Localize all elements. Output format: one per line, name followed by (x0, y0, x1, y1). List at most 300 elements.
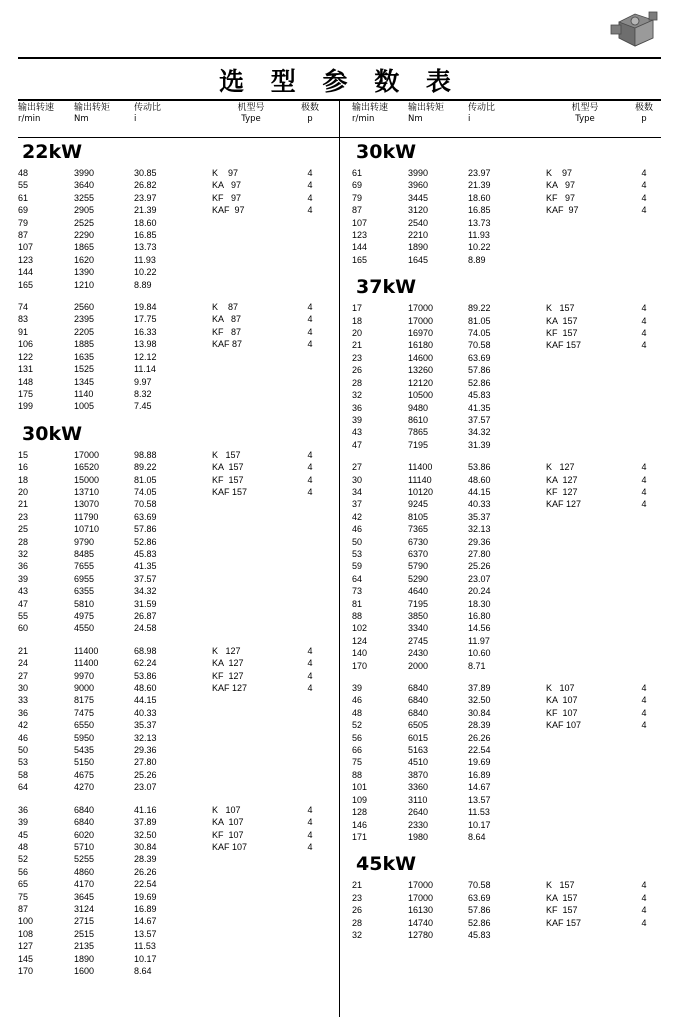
table-row (18, 965, 330, 977)
cell-ratio: 16.89 (468, 769, 491, 780)
cell-type: KA 127 (546, 474, 578, 485)
cell-poles (290, 229, 330, 241)
cell-ratio: 35.37 (468, 511, 491, 522)
cell-output-speed: 102 (352, 623, 368, 634)
cell-type (212, 756, 290, 768)
table-row (18, 694, 330, 706)
cell-type: K 157 (212, 449, 241, 460)
cell-type: KF 157 (546, 328, 578, 339)
cell-output-torque: 11400 (74, 658, 99, 669)
cell-ratio: 8.89 (134, 279, 152, 290)
cell-ratio: 41.35 (468, 402, 491, 413)
cell-output-torque: 14600 (408, 352, 434, 363)
cell-output-torque: 2715 (74, 916, 95, 927)
cell-ratio: 23.97 (134, 192, 157, 203)
cell-output-speed: 66 (352, 745, 363, 756)
cell-poles: 4 (307, 449, 313, 460)
cell-type: KF 127 (212, 670, 244, 681)
header-type-cn: 机型号 (237, 103, 265, 113)
table-row (352, 179, 664, 191)
cell-type (546, 769, 624, 781)
cell-ratio: 37.57 (468, 414, 491, 425)
cell-ratio: 68.98 (134, 645, 157, 656)
cell-ratio: 34.32 (134, 586, 157, 597)
cell-output-torque: 2430 (408, 648, 429, 659)
cell-type: KF 97 (212, 192, 242, 203)
cell-output-speed: 69 (18, 205, 29, 216)
header-poles-en: p (307, 114, 313, 124)
cell-poles (624, 439, 664, 451)
cell-type (212, 279, 290, 291)
cell-poles (290, 548, 330, 560)
cell-poles: 4 (641, 880, 647, 891)
cell-poles (290, 536, 330, 548)
table-row (18, 326, 330, 338)
cell-ratio: 37.57 (134, 573, 157, 584)
cell-type (546, 217, 624, 229)
cell-type: KA 157 (546, 315, 578, 326)
cell-type (212, 400, 290, 412)
cell-type (212, 266, 290, 278)
cell-ratio: 28.39 (468, 720, 491, 731)
cell-type: KA 97 (546, 180, 576, 191)
table-row (352, 819, 664, 831)
cell-type (546, 426, 624, 438)
cell-type: KAF 157 (546, 917, 582, 928)
cell-output-speed: 175 (18, 388, 34, 399)
cell-output-torque: 5163 (408, 745, 429, 756)
cell-type (212, 878, 290, 890)
cell-ratio: 37.89 (134, 817, 157, 828)
table-row (352, 241, 664, 253)
table-row (352, 389, 664, 401)
cell-ratio: 10.22 (134, 267, 157, 278)
cell-output-torque: 4860 (74, 866, 95, 877)
cell-output-speed: 88 (352, 769, 363, 780)
cell-poles (624, 756, 664, 768)
cell-poles (624, 229, 664, 241)
cell-output-torque: 16970 (408, 328, 434, 339)
cell-output-speed: 106 (18, 339, 34, 350)
header-ratio (134, 103, 212, 137)
cell-output-torque: 9000 (74, 683, 95, 694)
header-ratio-unit: i (134, 114, 137, 124)
cell-type (212, 965, 290, 977)
cell-output-speed: 56 (352, 732, 363, 743)
cell-ratio: 10.17 (134, 953, 157, 964)
table-row (18, 682, 330, 694)
cell-output-torque: 3445 (408, 192, 429, 203)
cell-output-speed: 122 (18, 351, 34, 362)
table-row (352, 707, 664, 719)
cell-ratio: 13.73 (134, 242, 157, 253)
cell-type (546, 781, 624, 793)
cell-ratio: 8.89 (468, 254, 486, 265)
cell-ratio: 29.36 (134, 745, 157, 756)
cell-type (546, 511, 624, 523)
table-row (18, 853, 330, 865)
cell-output-torque: 1005 (74, 401, 95, 412)
table-row (18, 670, 330, 682)
cell-ratio: 41.16 (134, 804, 157, 815)
cell-poles: 4 (641, 720, 647, 731)
table-row (352, 781, 664, 793)
cell-output-torque: 15000 (74, 474, 100, 485)
cell-output-torque: 17000 (408, 892, 434, 903)
cell-poles (290, 928, 330, 940)
cell-type (546, 389, 624, 401)
cell-type (546, 819, 624, 831)
table-row (18, 167, 330, 179)
cell-output-speed: 28 (352, 377, 363, 388)
spec-table (18, 301, 330, 413)
table-row (18, 657, 330, 669)
cell-poles (290, 915, 330, 927)
table-row (352, 402, 664, 414)
cell-ratio: 26.26 (468, 732, 491, 743)
table-row (18, 474, 330, 486)
cell-poles: 4 (641, 707, 647, 718)
cell-poles: 4 (641, 486, 647, 497)
cell-output-torque: 6840 (408, 683, 429, 694)
cell-output-torque: 10500 (408, 390, 434, 401)
cell-ratio: 52.86 (468, 377, 491, 388)
cell-output-torque: 2515 (74, 928, 95, 939)
cell-output-speed: 48 (352, 707, 363, 718)
cell-poles (290, 266, 330, 278)
cell-output-torque: 4550 (74, 623, 95, 634)
cell-output-torque: 3340 (408, 623, 429, 634)
cell-output-torque: 3645 (74, 891, 95, 902)
cell-poles (624, 573, 664, 585)
cell-poles: 4 (307, 841, 313, 852)
table-row (352, 439, 664, 451)
table-row (352, 660, 664, 672)
cell-output-torque: 6370 (408, 548, 429, 559)
cell-output-speed: 21 (352, 340, 363, 351)
table-row (18, 486, 330, 498)
cell-output-speed: 79 (352, 192, 363, 203)
cell-output-torque: 8610 (408, 414, 429, 425)
cell-ratio: 8.32 (134, 388, 152, 399)
cell-output-torque: 1635 (74, 351, 95, 362)
cell-output-speed: 73 (352, 586, 363, 597)
cell-output-speed: 53 (18, 757, 29, 768)
table-row (18, 400, 330, 412)
cell-poles (624, 523, 664, 535)
cell-ratio: 18.60 (468, 192, 491, 203)
cell-output-speed: 145 (18, 953, 34, 964)
cell-output-torque: 2905 (74, 205, 95, 216)
cell-type (212, 707, 290, 719)
cell-output-speed: 65 (18, 879, 29, 890)
cell-output-torque: 1390 (74, 267, 95, 278)
cell-type (212, 548, 290, 560)
cell-type (212, 953, 290, 965)
table-row (352, 573, 664, 585)
table-row (352, 806, 664, 818)
cell-ratio: 16.80 (468, 611, 491, 621)
block-gap (18, 635, 330, 645)
cell-type: KAF 127 (212, 683, 248, 694)
cell-output-torque: 4640 (408, 586, 429, 597)
cell-poles (624, 744, 664, 756)
cell-ratio: 45.83 (134, 548, 157, 559)
cell-poles (624, 585, 664, 597)
cell-output-torque: 9970 (74, 670, 95, 681)
cell-type (546, 635, 624, 647)
table-row (352, 635, 664, 647)
table-row (352, 732, 664, 744)
cell-output-speed: 74 (18, 302, 29, 313)
cell-type: KF 107 (212, 829, 244, 840)
cell-ratio: 11.93 (468, 230, 490, 241)
cell-output-torque: 1525 (74, 364, 95, 375)
header-poles-cn: 极数 (300, 103, 319, 113)
header-output-torque-cn: 输出转矩 (74, 103, 111, 113)
cell-output-speed: 18 (18, 474, 29, 485)
cell-poles: 4 (307, 302, 313, 313)
cell-output-torque: 3960 (408, 180, 429, 191)
cell-ratio: 26.82 (134, 180, 157, 191)
cell-ratio: 45.83 (468, 929, 491, 940)
table-row (18, 449, 330, 461)
cell-output-torque: 2290 (74, 230, 95, 241)
cell-output-torque: 7655 (74, 561, 95, 572)
cell-output-speed: 69 (352, 180, 363, 191)
spec-table (18, 167, 330, 291)
cell-poles: 4 (307, 180, 313, 191)
cell-output-torque: 5255 (74, 854, 95, 865)
table-row (352, 548, 664, 560)
table-row (18, 192, 330, 204)
cell-output-speed: 42 (18, 720, 29, 731)
cell-output-speed: 87 (18, 230, 29, 241)
cell-output-torque: 5150 (74, 757, 95, 768)
cell-poles: 4 (307, 339, 313, 350)
spec-table (352, 461, 664, 672)
cell-ratio: 22.54 (468, 745, 491, 756)
cell-ratio: 30.84 (134, 841, 157, 852)
cell-output-torque: 9480 (408, 402, 429, 413)
left-sections (18, 141, 330, 977)
cell-type (546, 377, 624, 389)
cell-output-speed: 39 (352, 414, 363, 425)
cell-output-speed: 144 (352, 242, 368, 253)
cell-output-torque: 6020 (74, 829, 95, 840)
cell-output-speed: 107 (18, 242, 34, 253)
cell-output-speed: 61 (18, 192, 29, 203)
cell-output-speed: 50 (352, 536, 363, 547)
cell-output-speed: 17 (352, 303, 363, 314)
cell-output-torque: 2330 (408, 819, 429, 830)
cell-type: KAF 127 (546, 499, 582, 510)
header-output-torque (74, 103, 134, 137)
table-row (18, 498, 330, 510)
table-row (18, 829, 330, 841)
table-row (18, 891, 330, 903)
cell-output-torque: 2000 (408, 660, 429, 671)
cell-ratio: 70.58 (468, 340, 491, 351)
cell-output-speed: 25 (18, 524, 29, 535)
table-row (18, 254, 330, 266)
cell-type: KAF 97 (546, 205, 579, 216)
cell-poles (624, 647, 664, 659)
cell-type (546, 756, 624, 768)
header-poles (290, 103, 330, 137)
cell-poles: 4 (307, 205, 313, 216)
cell-output-torque: 2560 (74, 302, 95, 313)
table-row (352, 598, 664, 610)
table-row (352, 302, 664, 314)
cell-type (546, 610, 624, 622)
cell-poles (624, 831, 664, 843)
cell-ratio: 48.60 (134, 683, 157, 694)
cell-output-torque: 17000 (408, 315, 434, 326)
cell-ratio: 89.22 (468, 303, 491, 314)
cell-output-speed: 30 (18, 683, 29, 694)
spec-table (18, 449, 330, 635)
cell-poles (290, 241, 330, 253)
cell-type (546, 402, 624, 414)
cell-output-torque: 7195 (408, 598, 429, 609)
cell-output-speed: 87 (18, 903, 29, 914)
header-type-cn: 机型号 (571, 103, 599, 113)
cell-ratio: 14.56 (468, 623, 491, 634)
cell-output-speed: 43 (352, 427, 363, 438)
cell-type (212, 694, 290, 706)
table-row (352, 831, 664, 843)
table-row (18, 179, 330, 191)
cell-output-torque: 16130 (408, 905, 434, 916)
cell-ratio: 21.39 (134, 205, 157, 216)
cell-type: K 157 (546, 303, 575, 314)
header-ratio (468, 103, 546, 137)
cell-poles (290, 560, 330, 572)
cell-output-speed: 140 (352, 648, 368, 659)
cell-output-torque: 3110 (408, 794, 428, 805)
table-row (352, 167, 664, 179)
cell-ratio: 32.50 (134, 829, 157, 840)
cell-ratio: 11.93 (134, 254, 156, 265)
cell-type (212, 229, 290, 241)
table-row (18, 241, 330, 253)
cell-output-torque: 1980 (408, 831, 429, 842)
cell-ratio: 52.86 (468, 917, 491, 928)
cell-type: KA 87 (212, 314, 242, 325)
table-row (18, 719, 330, 731)
cell-poles (290, 732, 330, 744)
cell-poles (290, 756, 330, 768)
table-row (352, 536, 664, 548)
cell-output-torque: 2395 (74, 314, 95, 325)
cell-output-torque: 7475 (74, 707, 95, 718)
table-row (18, 866, 330, 878)
cell-output-torque: 5710 (74, 841, 95, 852)
cell-ratio: 81.05 (134, 474, 157, 485)
header-output-torque-unit: Nm (74, 114, 89, 124)
header-output-speed (18, 103, 74, 137)
cell-type: KAF 107 (212, 841, 248, 852)
cell-poles: 4 (307, 192, 313, 203)
cell-poles (290, 498, 330, 510)
table-row (352, 486, 664, 498)
cell-output-torque: 6550 (74, 720, 95, 731)
cell-output-torque: 12120 (408, 377, 434, 388)
cell-ratio: 48.60 (468, 474, 491, 485)
cell-poles (290, 866, 330, 878)
cell-poles (624, 929, 664, 941)
cell-output-speed: 20 (18, 486, 29, 497)
table-row (352, 879, 664, 891)
cell-output-speed: 15 (18, 449, 29, 460)
cell-output-torque: 3255 (74, 192, 95, 203)
cell-output-speed: 23 (352, 892, 363, 903)
cell-ratio: 9.97 (134, 376, 152, 387)
cell-output-speed: 88 (352, 611, 363, 621)
table-row (18, 804, 330, 816)
table-row (18, 622, 330, 634)
cell-ratio: 8.71 (468, 660, 486, 671)
cell-ratio: 8.64 (134, 965, 152, 976)
spec-table (352, 879, 664, 941)
cell-ratio: 7.45 (134, 401, 152, 412)
cell-poles (624, 806, 664, 818)
table-row (18, 351, 330, 363)
header-output-speed-cn: 输出转速 (18, 103, 55, 113)
cell-type (212, 498, 290, 510)
cell-output-speed: 20 (352, 328, 363, 339)
cell-ratio: 12.12 (134, 351, 157, 362)
cell-type (546, 660, 624, 672)
cell-output-torque: 16520 (74, 462, 100, 473)
cell-output-torque: 17000 (408, 880, 434, 891)
cell-output-speed: 170 (18, 965, 34, 976)
power-heading: 30kW (356, 141, 417, 163)
cell-output-speed: 64 (352, 573, 363, 584)
cell-type: KAF 157 (546, 340, 582, 351)
cell-poles: 4 (307, 326, 313, 337)
cell-output-speed: 21 (18, 499, 29, 510)
cell-output-torque: 11400 (408, 462, 433, 473)
cell-poles (290, 388, 330, 400)
cell-output-speed: 60 (18, 623, 29, 634)
cell-output-speed: 39 (352, 683, 363, 694)
cell-output-speed: 48 (18, 841, 29, 852)
cell-ratio: 17.75 (134, 314, 157, 325)
cell-type (212, 891, 290, 903)
table-row (18, 645, 330, 657)
cell-type (546, 598, 624, 610)
cell-poles (290, 217, 330, 229)
cell-ratio: 52.86 (134, 536, 157, 547)
table-row (18, 878, 330, 890)
cell-output-torque: 17000 (408, 303, 434, 314)
cell-output-torque: 12780 (408, 929, 434, 940)
table-row (18, 338, 330, 350)
cell-poles (290, 953, 330, 965)
cell-poles (624, 560, 664, 572)
cell-ratio: 41.35 (134, 561, 157, 572)
cell-poles (290, 351, 330, 363)
table-row (352, 769, 664, 781)
cell-ratio: 27.80 (134, 757, 157, 768)
cell-type (546, 732, 624, 744)
table-row (18, 560, 330, 572)
cell-output-torque: 2135 (74, 941, 95, 952)
cell-poles (290, 363, 330, 375)
cell-output-torque: 4675 (74, 769, 95, 780)
